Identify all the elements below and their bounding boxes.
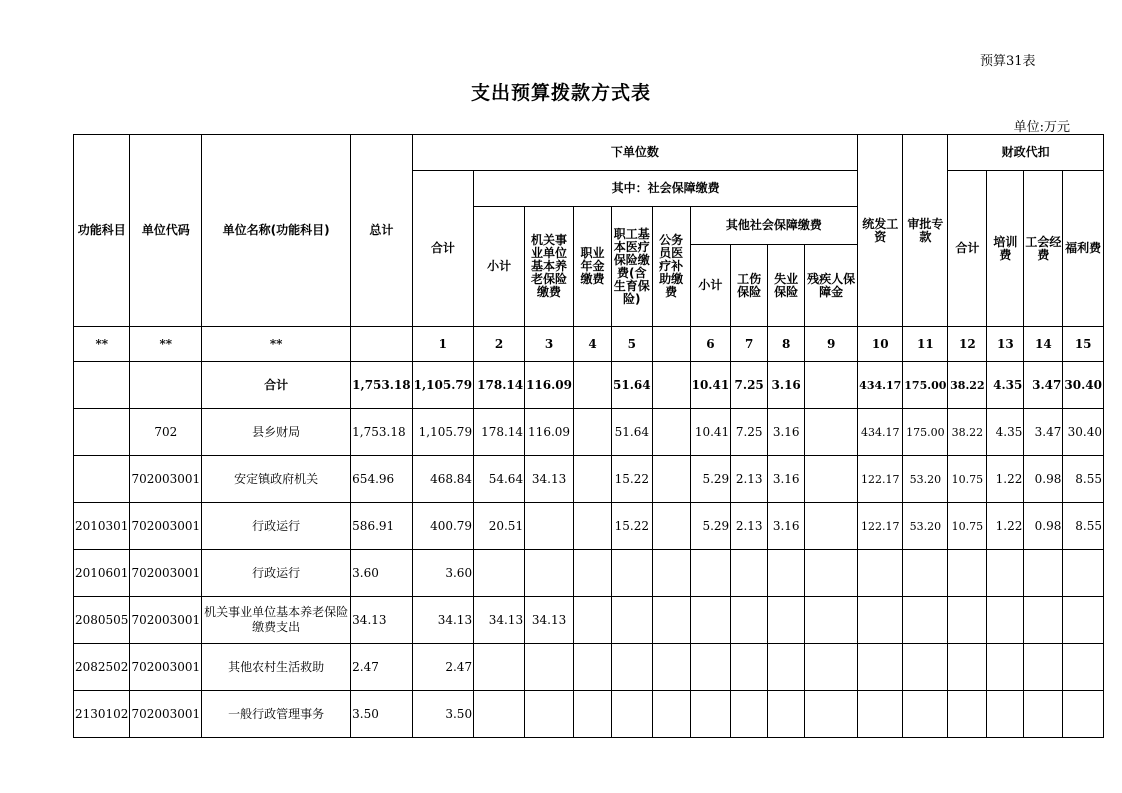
header-union: 工会经费 <box>1024 171 1063 327</box>
table-number: 预算31表 <box>980 54 1036 69</box>
total-cell: 3.60 <box>351 550 412 597</box>
index-cell: 3 <box>525 327 574 362</box>
unified-salary-cell: 122.17 <box>858 503 903 550</box>
total-cell: 1,753.18 <box>351 362 412 409</box>
unemployment-cell <box>768 597 805 644</box>
index-cell <box>652 327 690 362</box>
injury-cell <box>731 644 768 691</box>
union-cell <box>1024 550 1063 597</box>
occupational-cell <box>574 691 612 738</box>
header-disabled: 残疾人保障金 <box>805 245 858 327</box>
unified-salary-cell <box>858 691 903 738</box>
index-cell: 5 <box>612 327 653 362</box>
other-social-cell: 5.29 <box>690 456 731 503</box>
pension-cell <box>525 691 574 738</box>
injury-cell: 2.13 <box>731 456 768 503</box>
medical-cell <box>612 691 653 738</box>
page-title: 支出预算拨款方式表 <box>470 82 651 104</box>
civil-medical-cell <box>652 691 690 738</box>
civil-medical-cell <box>652 456 690 503</box>
unified-salary-cell <box>858 597 903 644</box>
civil-medical-cell <box>652 597 690 644</box>
union-cell <box>1024 644 1063 691</box>
welfare-cell <box>1063 644 1104 691</box>
unit-name-cell: 合计 <box>202 362 351 409</box>
finance-total-cell <box>948 550 987 597</box>
union-cell: 0.98 <box>1024 456 1063 503</box>
occupational-cell <box>574 503 612 550</box>
header-other-social: 其他社会保障缴费 <box>690 207 858 245</box>
func-code-cell <box>74 409 130 456</box>
sum-cell: 468.84 <box>412 456 473 503</box>
index-cell: 8 <box>768 327 805 362</box>
special-approval-cell: 53.20 <box>903 503 948 550</box>
welfare-cell: 30.40 <box>1063 409 1104 456</box>
disabled-cell <box>805 362 858 409</box>
unit-name-cell: 县乡财局 <box>202 409 351 456</box>
training-cell: 4.35 <box>987 362 1024 409</box>
welfare-cell: 8.55 <box>1063 503 1104 550</box>
other-social-cell <box>690 644 731 691</box>
header-org-pension: 机关事业单位基本养老保险缴费 <box>525 207 574 327</box>
sum-cell: 2.47 <box>412 644 473 691</box>
special-approval-cell: 53.20 <box>903 456 948 503</box>
special-approval-cell: 175.00 <box>903 409 948 456</box>
training-cell <box>987 597 1024 644</box>
training-cell <box>987 644 1024 691</box>
header-lower-units: 下单位数 <box>412 135 858 171</box>
union-cell <box>1024 691 1063 738</box>
unified-salary-cell: 434.17 <box>858 362 903 409</box>
disabled-cell <box>805 550 858 597</box>
header-subtotal-sum: 合计 <box>412 171 473 327</box>
unit-label: 单位:万元 <box>1013 120 1070 135</box>
unit-code-cell: 702003001 <box>130 644 202 691</box>
header-total: 总计 <box>351 135 412 327</box>
medical-cell <box>612 550 653 597</box>
special-approval-cell <box>903 597 948 644</box>
other-social-cell: 10.41 <box>690 362 731 409</box>
header-injury: 工伤保险 <box>731 245 768 327</box>
sum-cell: 3.50 <box>412 691 473 738</box>
training-cell: 1.22 <box>987 503 1024 550</box>
social-subtotal-cell: 34.13 <box>474 597 525 644</box>
other-social-cell: 5.29 <box>690 503 731 550</box>
unit-name-cell: 一般行政管理事务 <box>202 691 351 738</box>
social-subtotal-cell <box>474 550 525 597</box>
occupational-cell <box>574 644 612 691</box>
total-cell: 1,753.18 <box>351 409 412 456</box>
finance-total-cell <box>948 597 987 644</box>
other-social-cell: 10.41 <box>690 409 731 456</box>
func-code-cell: 2082502 <box>74 644 130 691</box>
disabled-cell <box>805 456 858 503</box>
special-approval-cell <box>903 691 948 738</box>
medical-cell <box>612 597 653 644</box>
index-cell: 1 <box>412 327 473 362</box>
header-unified-salary: 统发工资 <box>858 135 903 327</box>
injury-cell: 2.13 <box>731 503 768 550</box>
occupational-cell <box>574 550 612 597</box>
occupational-cell <box>574 362 612 409</box>
index-cell: ** <box>130 327 202 362</box>
civil-medical-cell <box>652 644 690 691</box>
table-row <box>74 409 1104 456</box>
unified-salary-cell <box>858 644 903 691</box>
index-cell: ** <box>74 327 130 362</box>
special-approval-cell: 175.00 <box>903 362 948 409</box>
func-code-cell: 2010601 <box>74 550 130 597</box>
func-code-cell <box>74 456 130 503</box>
training-cell: 1.22 <box>987 456 1024 503</box>
pension-cell: 116.09 <box>525 409 574 456</box>
index-cell: 6 <box>690 327 731 362</box>
occupational-cell <box>574 409 612 456</box>
sum-cell: 400.79 <box>412 503 473 550</box>
civil-medical-cell <box>652 362 690 409</box>
header-unit-code: 单位代码 <box>130 135 202 327</box>
sum-cell: 1,105.79 <box>412 409 473 456</box>
welfare-cell: 8.55 <box>1063 456 1104 503</box>
index-cell: 14 <box>1024 327 1063 362</box>
func-code-cell: 2130102 <box>74 691 130 738</box>
func-code-cell: 2010301 <box>74 503 130 550</box>
total-cell: 586.91 <box>351 503 412 550</box>
unit-code-cell: 702003001 <box>130 503 202 550</box>
index-cell: 10 <box>858 327 903 362</box>
injury-cell <box>731 550 768 597</box>
disabled-cell <box>805 409 858 456</box>
finance-total-cell: 38.22 <box>948 362 987 409</box>
finance-total-cell <box>948 691 987 738</box>
social-subtotal-cell: 54.64 <box>474 456 525 503</box>
header-unit-name: 单位名称(功能科目) <box>202 135 351 327</box>
header-finance-deduct: 财政代扣 <box>948 135 1104 171</box>
pension-cell <box>525 644 574 691</box>
pension-cell <box>525 550 574 597</box>
training-cell: 4.35 <box>987 409 1024 456</box>
total-cell: 654.96 <box>351 456 412 503</box>
header-other-small: 小计 <box>690 245 731 327</box>
func-code-cell: 2080505 <box>74 597 130 644</box>
special-approval-cell <box>903 644 948 691</box>
special-approval-cell <box>903 550 948 597</box>
unit-code-cell: 702003001 <box>130 597 202 644</box>
pension-cell: 34.13 <box>525 597 574 644</box>
medical-cell <box>612 644 653 691</box>
disabled-cell <box>805 691 858 738</box>
medical-cell: 51.64 <box>612 362 653 409</box>
index-cell: 2 <box>474 327 525 362</box>
social-subtotal-cell: 20.51 <box>474 503 525 550</box>
welfare-cell <box>1063 597 1104 644</box>
index-cell <box>351 327 412 362</box>
unit-name-cell: 行政运行 <box>202 550 351 597</box>
disabled-cell <box>805 597 858 644</box>
table-row <box>74 456 1104 503</box>
table-row <box>74 503 1104 550</box>
header-among-social: 其中：社会保障缴费 <box>474 171 858 207</box>
total-cell: 3.50 <box>351 691 412 738</box>
index-cell: 7 <box>731 327 768 362</box>
unit-code-cell: 702003001 <box>130 456 202 503</box>
table-row <box>74 550 1104 597</box>
disabled-cell <box>805 503 858 550</box>
injury-cell: 7.25 <box>731 409 768 456</box>
medical-cell: 15.22 <box>612 503 653 550</box>
occupational-cell <box>574 597 612 644</box>
injury-cell: 7.25 <box>731 362 768 409</box>
training-cell <box>987 691 1024 738</box>
header-medical: 职工基本医疗保险缴费(含生育保险) <box>612 207 653 327</box>
finance-total-cell: 10.75 <box>948 456 987 503</box>
unemployment-cell <box>768 644 805 691</box>
training-cell <box>987 550 1024 597</box>
index-cell: 13 <box>987 327 1024 362</box>
pension-cell: 116.09 <box>525 362 574 409</box>
index-cell: 9 <box>805 327 858 362</box>
medical-cell: 51.64 <box>612 409 653 456</box>
total-cell: 2.47 <box>351 644 412 691</box>
pension-cell: 34.13 <box>525 456 574 503</box>
index-row <box>74 327 1104 362</box>
header-fin-total: 合计 <box>948 171 987 327</box>
social-subtotal-cell: 178.14 <box>474 362 525 409</box>
unified-salary-cell: 122.17 <box>858 456 903 503</box>
header-unemployment: 失业保险 <box>768 245 805 327</box>
union-cell: 3.47 <box>1024 362 1063 409</box>
unemployment-cell: 3.16 <box>768 409 805 456</box>
header-welfare: 福利费 <box>1063 171 1104 327</box>
other-social-cell <box>690 691 731 738</box>
injury-cell <box>731 691 768 738</box>
social-subtotal-cell: 178.14 <box>474 409 525 456</box>
index-cell: 12 <box>948 327 987 362</box>
func-code-cell <box>74 362 130 409</box>
sum-cell: 1,105.79 <box>412 362 473 409</box>
header-small-total: 小计 <box>474 207 525 327</box>
table-row <box>74 597 1104 644</box>
civil-medical-cell <box>652 503 690 550</box>
welfare-cell <box>1063 550 1104 597</box>
finance-total-cell: 38.22 <box>948 409 987 456</box>
other-social-cell <box>690 597 731 644</box>
union-cell <box>1024 597 1063 644</box>
unit-name-cell: 机关事业单位基本养老保险缴费支出 <box>202 597 351 644</box>
welfare-cell <box>1063 691 1104 738</box>
unemployment-cell <box>768 691 805 738</box>
occupational-cell <box>574 456 612 503</box>
other-social-cell <box>690 550 731 597</box>
header-training: 培训费 <box>987 171 1024 327</box>
union-cell: 0.98 <box>1024 503 1063 550</box>
unemployment-cell: 3.16 <box>768 503 805 550</box>
table-row <box>74 691 1104 738</box>
header-func-code: 功能科目 <box>74 135 130 327</box>
header-occupational: 职业年金缴费 <box>574 207 612 327</box>
finance-total-cell <box>948 644 987 691</box>
table-row <box>74 644 1104 691</box>
disabled-cell <box>805 644 858 691</box>
unemployment-cell: 3.16 <box>768 456 805 503</box>
header-special-approval: 审批专款 <box>903 135 948 327</box>
finance-total-cell: 10.75 <box>948 503 987 550</box>
index-cell: 15 <box>1063 327 1104 362</box>
budget-table <box>73 134 1104 738</box>
unit-code-cell: 702003001 <box>130 691 202 738</box>
medical-cell: 15.22 <box>612 456 653 503</box>
civil-medical-cell <box>652 550 690 597</box>
welfare-cell: 30.40 <box>1063 362 1104 409</box>
pension-cell <box>525 503 574 550</box>
unemployment-cell: 3.16 <box>768 362 805 409</box>
union-cell: 3.47 <box>1024 409 1063 456</box>
unit-code-cell: 702003001 <box>130 550 202 597</box>
index-cell: 11 <box>903 327 948 362</box>
unit-name-cell: 其他农村生活救助 <box>202 644 351 691</box>
social-subtotal-cell <box>474 691 525 738</box>
social-subtotal-cell <box>474 644 525 691</box>
injury-cell <box>731 597 768 644</box>
header-civil-medical: 公务员医疗补助缴费 <box>652 207 690 327</box>
total-cell: 34.13 <box>351 597 412 644</box>
unemployment-cell <box>768 550 805 597</box>
unit-name-cell: 行政运行 <box>202 503 351 550</box>
civil-medical-cell <box>652 409 690 456</box>
table-row <box>74 362 1104 409</box>
sum-cell: 3.60 <box>412 550 473 597</box>
index-cell: ** <box>202 327 351 362</box>
sum-cell: 34.13 <box>412 597 473 644</box>
unified-salary-cell <box>858 550 903 597</box>
unified-salary-cell: 434.17 <box>858 409 903 456</box>
unit-code-cell: 702 <box>130 409 202 456</box>
index-cell: 4 <box>574 327 612 362</box>
unit-code-cell <box>130 362 202 409</box>
unit-name-cell: 安定镇政府机关 <box>202 456 351 503</box>
